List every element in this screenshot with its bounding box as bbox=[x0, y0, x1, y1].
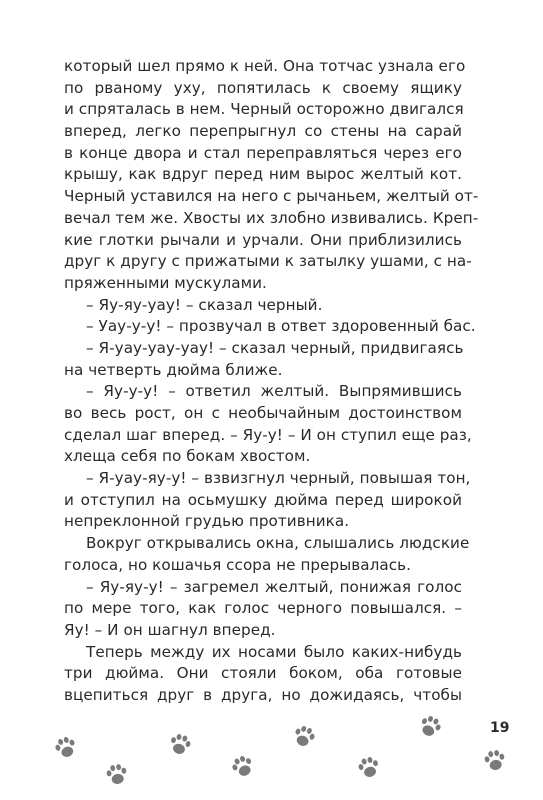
text-line: по рваному уху, попятилась к своему ящику bbox=[64, 78, 462, 97]
paw-print-icon bbox=[287, 720, 320, 753]
text-line: вцепиться друг в друга, но дожидаясь, чтобы bbox=[64, 685, 462, 704]
text-line: который шел прямо к ней. Она тотчас узнала его bbox=[64, 57, 466, 75]
text-line: на четверть дюйма ближе. bbox=[64, 360, 283, 379]
text-line: – Яу-яу-уау! – сказал черный. bbox=[86, 295, 323, 314]
text-line: хлеща себя по бокам хвостом. bbox=[64, 447, 311, 466]
text-line: крышу, как вдруг перед ним вырос желтый кот. bbox=[64, 165, 462, 184]
text-line: и отступил на осьмушку дюйма перед широкой bbox=[64, 490, 462, 509]
text-line: кие глотки рычали и урчали. Они приблизились bbox=[64, 230, 462, 249]
text-line: и спряталась в нем. Черный осторожно двигался bbox=[64, 100, 464, 119]
text-line: Теперь между их носами было каких-нибудь bbox=[86, 642, 462, 661]
paw-print-icon bbox=[480, 746, 510, 776]
text-line: в конце двора и стал переправляться через его bbox=[64, 143, 462, 162]
body-text bbox=[64, 56, 479, 707]
text-line: пряженными мускулами. bbox=[64, 273, 267, 292]
text-line: голоса, но кошачья ссора не прерывалась. bbox=[64, 555, 412, 574]
paw-print-icon bbox=[49, 731, 82, 764]
text-line: непреклонной грудью противника. bbox=[64, 512, 350, 531]
text-line: друг к другу с прижатыми к затылку ушами, с на- bbox=[64, 252, 472, 271]
paw-print-icon bbox=[102, 760, 132, 790]
text-line: Вокруг открывались окна, слышались людские bbox=[86, 534, 470, 553]
paw-print-icon bbox=[226, 750, 261, 785]
text-line: во весь рост, он с необычайным достоинством bbox=[64, 404, 462, 422]
text-line: вперед, легко перепрыгнул со стены на сарай bbox=[64, 122, 462, 141]
text-line: – Уау-у-у! – прозвучал в ответ здоровенный бас. bbox=[86, 317, 476, 336]
text-line: – Я-уау-уау-уау! – сказал черный, придвигаясь bbox=[86, 338, 464, 357]
text-line: Черный уставился на него с рычаньем, желтый от- bbox=[64, 187, 479, 206]
paw-print-icon bbox=[353, 752, 385, 784]
text-line: по мере того, как голос черного повышался. – bbox=[64, 599, 462, 618]
page-number: 19 bbox=[490, 720, 510, 736]
text-line: Яу! – И он шагнул вперед. bbox=[64, 620, 276, 639]
paw-print-icon bbox=[413, 710, 448, 745]
text-line: – Яу-яу-у! – загремел желтый, понижая голос bbox=[86, 577, 462, 596]
text-line: три дюйма. Они стояли боком, оба готовые bbox=[64, 664, 462, 683]
text-line: – Я-уау-яу-у! – взвизгнул черный, повышая тон, bbox=[86, 469, 471, 488]
text-line: вечал тем же. Хвосты их злобно извивались. Креп- bbox=[64, 208, 479, 227]
paw-print-icon bbox=[164, 729, 196, 761]
text-line: – Яу-у-у! – ответил желтый. Выпрямившись bbox=[86, 382, 462, 401]
text-line: сделал шаг вперед. – Яу-у! – И он ступил еще раз, bbox=[64, 425, 472, 444]
